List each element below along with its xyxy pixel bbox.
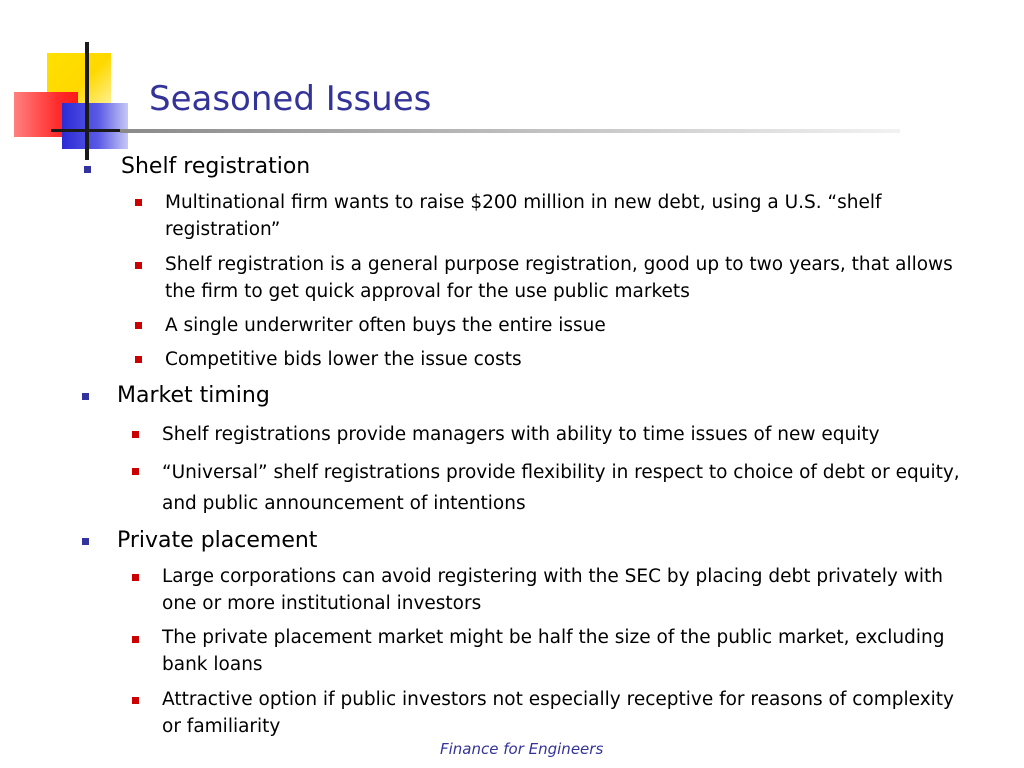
bullet-marker [82,393,89,400]
sub-bullet-marker [132,431,139,438]
sub-bullet-marker [132,636,139,643]
slide-title: Seasoned Issues [149,79,432,119]
bullet-marker [82,538,89,545]
bullet-marker [84,166,91,173]
sub-bullet-text: Large corporations can avoid registering with the SEC by placing debt privately with one or more institutional investors [162,566,943,614]
sub-bullet-marker [132,697,139,704]
sub-bullet-text: Shelf registrations provide managers with ability to time issues of new equity [162,424,880,445]
bullet-shelf-registration: Shelf registration [121,154,311,179]
slide-logo-decoration [0,0,150,170]
bullet-market-timing: Market timing [117,383,270,408]
vertical-line-decoration [85,42,89,160]
slide-footer: Finance for Engineers [440,740,604,758]
sub-bullet-marker [135,262,142,269]
sub-bullet-marker [132,574,139,581]
bullet-private-placement: Private placement [117,528,318,553]
sub-bullet-text: A single underwriter often buys the entire issue [165,315,606,336]
title-underline [120,129,900,133]
sub-bullet-text: Competitive bids lower the issue costs [165,349,522,370]
sub-bullet-marker [135,356,142,363]
sub-bullet-text: Multinational firm wants to raise $200 million in new debt, using a U.S. “shelf registration” [165,192,882,240]
sub-bullet-text: Attractive option if public investors not especially receptive for reasons of complexity or familiarity [162,689,954,737]
sub-bullet-marker [135,199,142,206]
sub-bullet-text: “Universal” shelf registrations provide flexibility in respect to choice of debt or equity, and public announcement of intentions [162,462,960,514]
sub-bullet-marker [135,322,142,329]
blue-square-decoration [62,103,128,149]
sub-bullet-marker [132,468,139,475]
sub-bullet-text: Shelf registration is a general purpose registration, good up to two years, that allows the firm to get quick approval for the use public markets [165,254,953,302]
sub-bullet-text: The private placement market might be half the size of the public market, excluding bank loans [162,627,945,675]
